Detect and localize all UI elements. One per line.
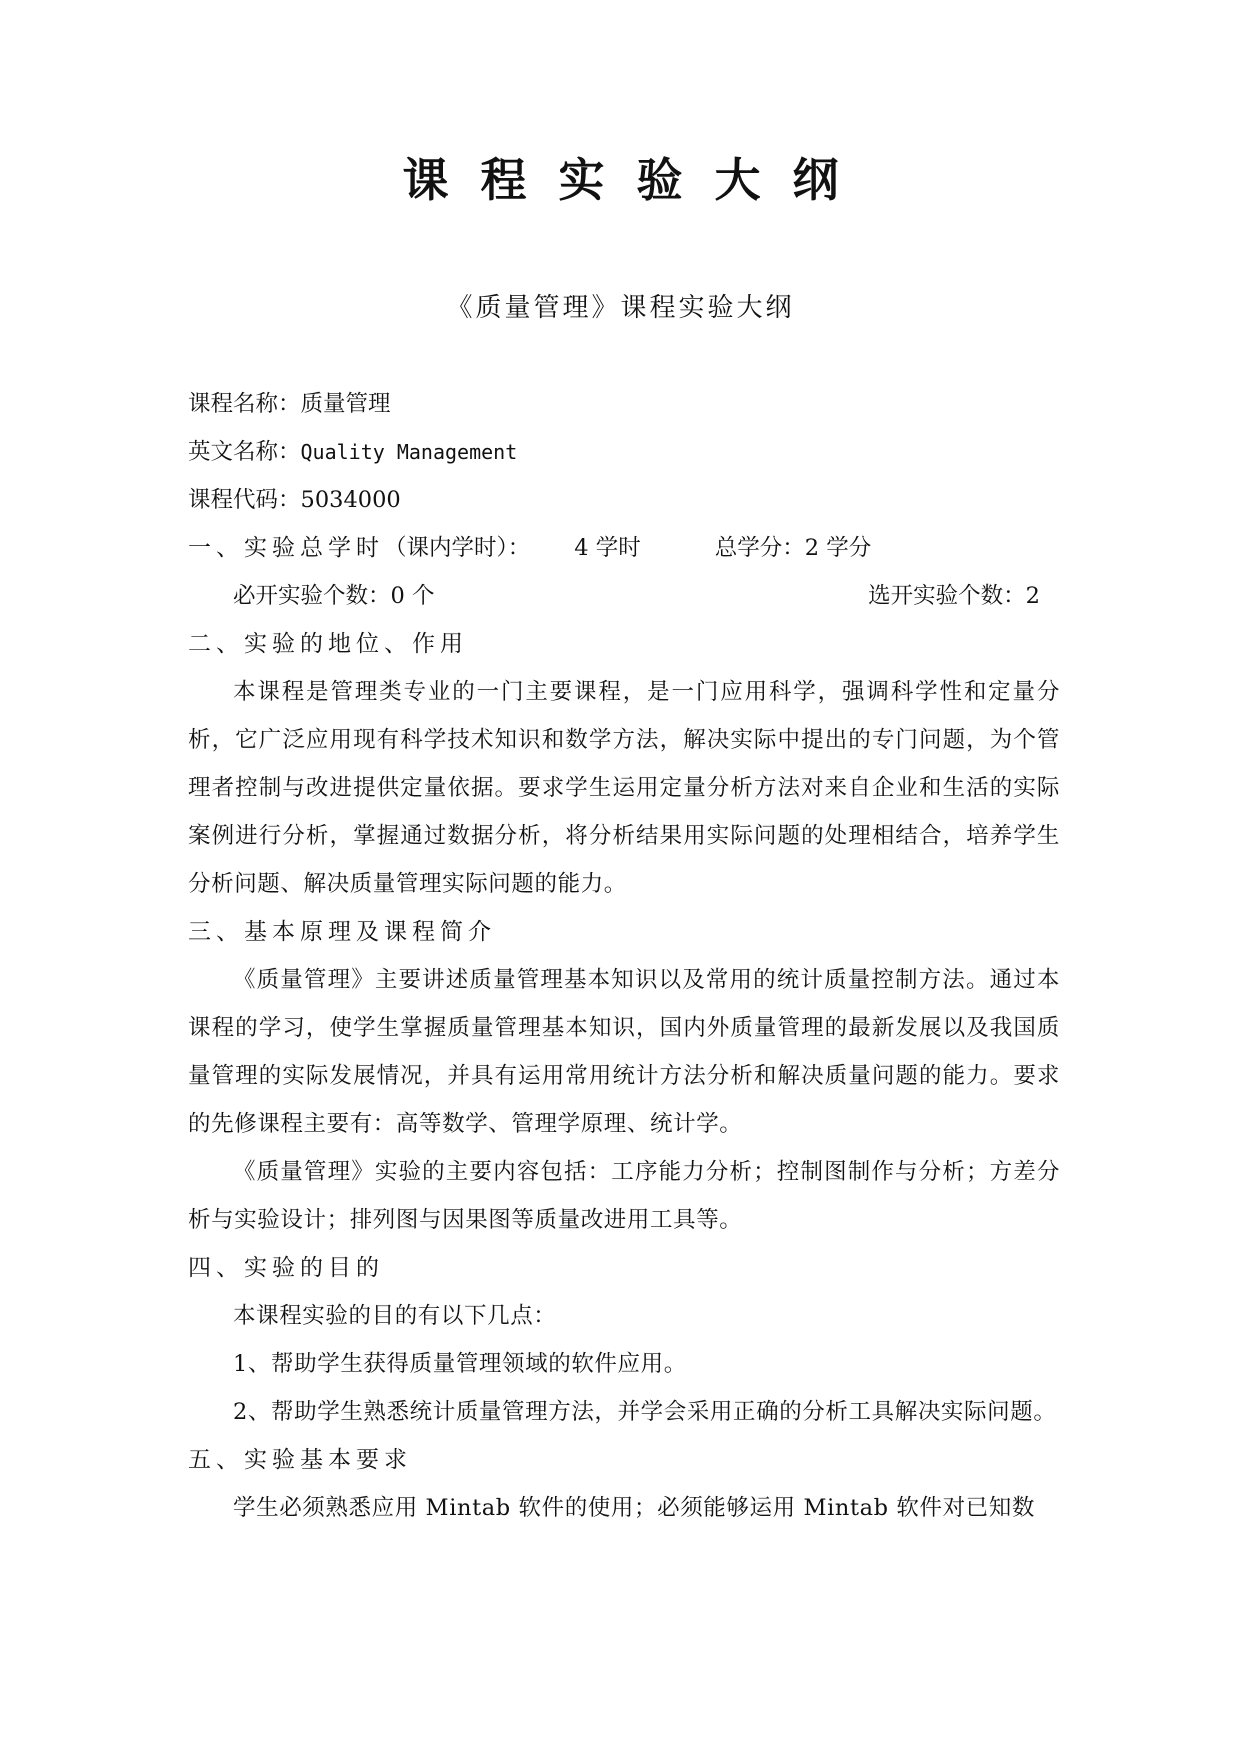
english-name-value: Quality Management	[300, 440, 518, 464]
section4-item1: 1、帮助学生获得质量管理领域的软件应用。	[233, 1351, 687, 1377]
section4-item2: 2、帮助学生熟悉统计质量管理方法，并学会采用正确的分析工具解决实际问题。	[233, 1399, 1057, 1425]
section4-heading: 四、实验的目的	[188, 1255, 384, 1281]
english-name-label: 英文名称：	[188, 439, 301, 465]
optional-label: 选开实验个数：	[868, 583, 1026, 609]
course-code-value: 5034000	[300, 487, 401, 513]
sub-title: 《质量管理》课程实验大纲	[446, 293, 795, 323]
optional-value: 2	[1025, 583, 1040, 609]
section5-heading: 五、实验基本要求	[188, 1447, 412, 1473]
credits-value: 2 学分	[804, 535, 872, 561]
main-title: 课程实验大纲	[402, 153, 871, 207]
course-code-label: 课程代码：	[188, 487, 301, 513]
course-name-value: 质量管理	[300, 391, 391, 417]
document-body	[188, 380, 1060, 1532]
section5-paragraph: 学生必须熟悉应用 Mintab 软件的使用；必须能够运用 Mintab 软件对已知数	[233, 1495, 1035, 1521]
required-value: 0 个	[390, 583, 435, 609]
section3-paragraph2: 《质量管理》实验的主要内容包括：工序能力分析；控制图制作与分析；方差分析与实验设计；排列图与因果图等质量改进用工具等。	[188, 1159, 1060, 1233]
credits-label: 总学分：	[714, 535, 805, 561]
hours-line	[188, 524, 1060, 572]
english-name-line	[188, 428, 1060, 476]
section3-paragraph1: 《质量管理》主要讲述质量管理基本知识以及常用的统计质量控制方法。通过本课程的学习，使学生掌握质量管理基本知识，国内外质量管理的最新发展以及我国质量管理的实际发展情况，并具有运用常用统计方法分析和解决质量问题的能力。要求的先修课程主要有：高等数学、管理学原理、统计学。	[188, 967, 1060, 1137]
course-name-line	[188, 380, 1060, 428]
experiment-count-line	[188, 572, 1060, 620]
hours-note: （课内学时）：	[384, 535, 531, 561]
course-code-line	[188, 476, 1060, 524]
hours-heading: 一、实验总学时	[188, 535, 384, 561]
required-label: 必开实验个数：	[233, 583, 391, 609]
course-name-label: 课程名称：	[188, 391, 301, 417]
hours-value: 4 学时	[574, 535, 641, 561]
section2-heading: 二、实验的地位、作用	[188, 631, 468, 657]
section3-heading: 三、基本原理及课程简介	[188, 919, 496, 945]
section4-intro: 本课程实验的目的有以下几点：	[233, 1303, 557, 1329]
section2-paragraph: 本课程是管理类专业的一门主要课程，是一门应用科学，强调科学性和定量分析，它广泛应用现有科学技术知识和数学方法，解决实际中提出的专门问题，为个管理者控制与改进提供定量依据。要求学生运用定量分析方法对来自企业和生活的实际案例进行分析，掌握通过数据分析，将分析结果用实际问题的处理相结合，培养学生分析问题、解决质量管理实际问题的能力。	[188, 679, 1060, 897]
